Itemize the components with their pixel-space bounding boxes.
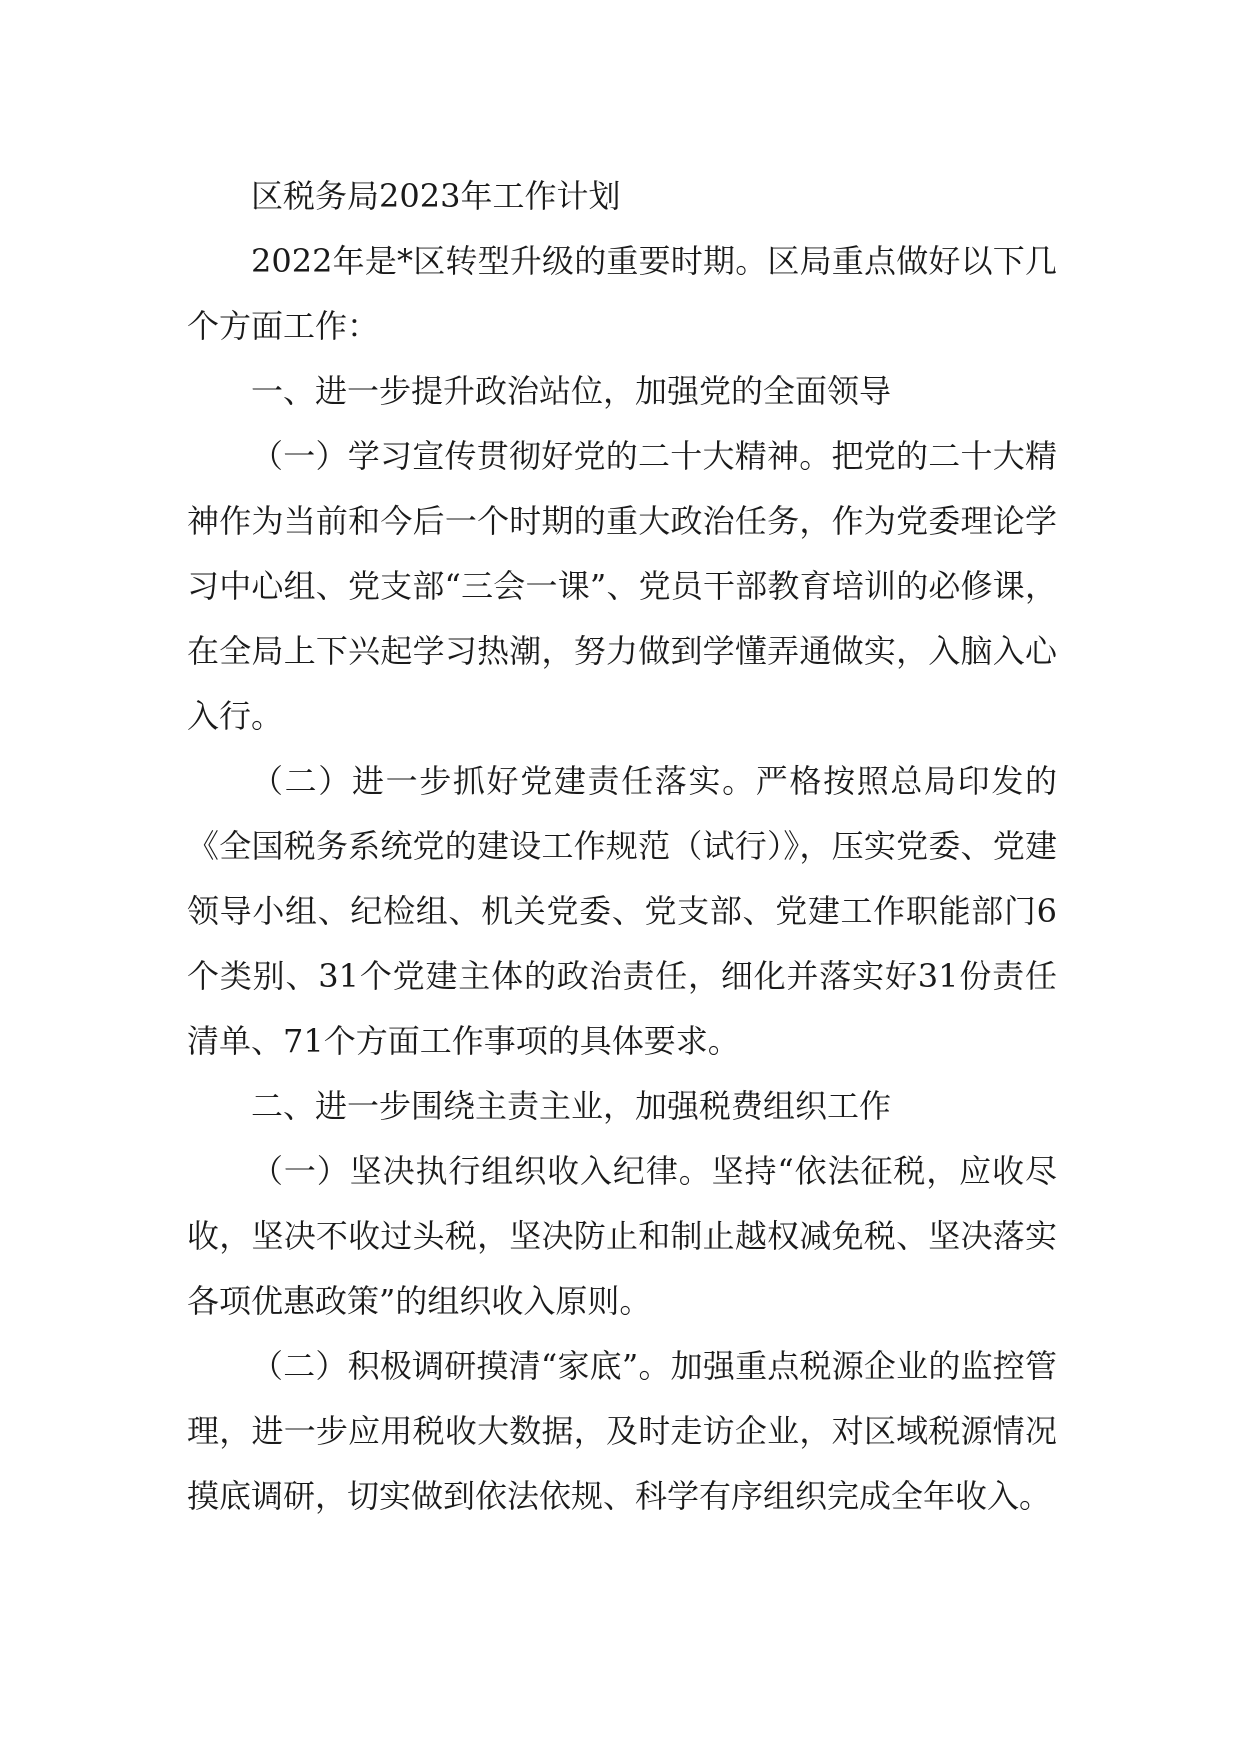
section-1-item-1: （一）学习宣传贯彻好党的二十大精神。把党的二十大精神作为当前和今后一个时期的重大政治任务，作为党委理论学习中心组、党支部“三会一课”、党员干部教育培训的必修课，在全局上下兴起学习热潮，努力做到学懂弄通做实，入脑入心入行。	[187, 437, 1057, 735]
section-2-item-2: （二）积极调研摸清“家底”。加强重点税源企业的监控管理，进一步应用税收大数据，及时走访企业，对区域税源情况摸底调研，切实做到依法依规、科学有序组织完成全年收入。	[187, 1347, 1057, 1515]
document-body	[187, 164, 1057, 1529]
section-1-item-2: （二）进一步抓好党建责任落实。严格按照总局印发的《全国税务系统党的建设工作规范（试行）》，压实党委、党建领导小组、纪检组、机关党委、党支部、党建工作职能部门6个类别、31个党建主体的政治责任，细化并落实好31份责任清单、71个方面工作事项的具体要求。	[187, 762, 1057, 1060]
intro-paragraph: 2022年是*区转型升级的重要时期。区局重点做好以下几个方面工作：	[187, 242, 1057, 345]
section-2-item-1: （一）坚决执行组织收入纪律。坚持“依法征税，应收尽收，坚决不收过头税，坚决防止和制止越权减免税、坚决落实各项优惠政策”的组织收入原则。	[187, 1152, 1057, 1320]
document-title: 区税务局2023年工作计划	[251, 177, 621, 215]
section-heading-2: 二、进一步围绕主责主业，加强税费组织工作	[251, 1087, 892, 1125]
section-heading-1: 一、进一步提升政治站位，加强党的全面领导	[251, 372, 892, 410]
